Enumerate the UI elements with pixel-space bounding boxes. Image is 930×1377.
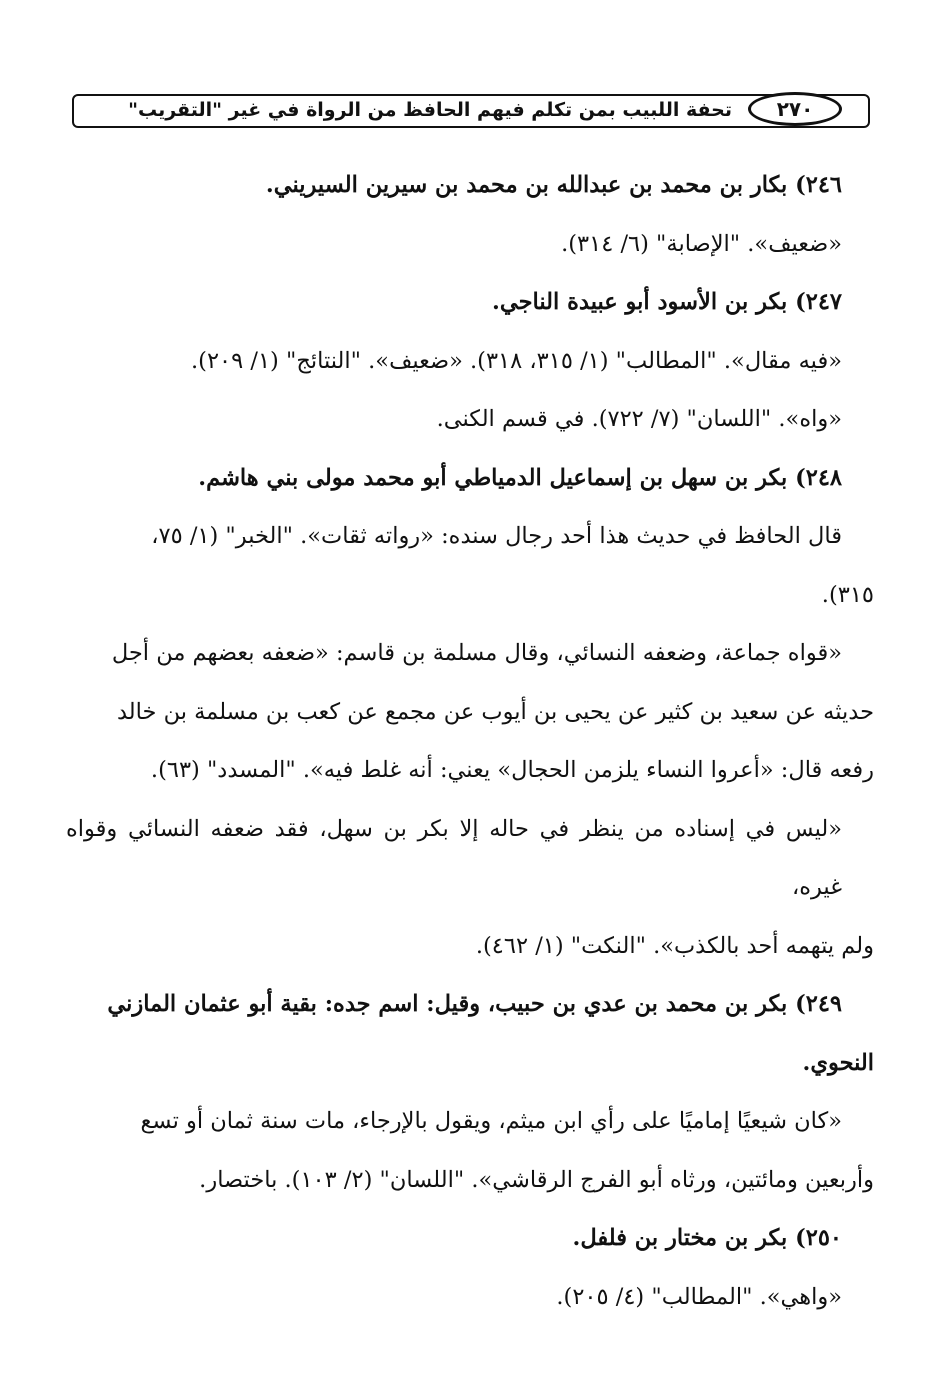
entry-247-title: ٢٤٧) بكر بن الأسود أبو عبيدة الناجي. [492, 289, 842, 315]
entry-248-text-line-1: قال الحافظ في حديث هذا أحد رجال سنده: «رواته ثقات». "الخبر" (١/ ٧٥، [151, 523, 842, 549]
entry-248-quote-line-3: رفعه قال: «أعروا النساء يلزمن الحجال» يعني: أنه غلط فيه». "المسدد" (٦٣). [150, 757, 874, 783]
entry-246-grading: «ضعيف». "الإصابة" (٦/ ٣١٤). [561, 230, 842, 257]
book-title: تحفة اللبيب بمن تكلم فيهم الحافظ من الرواة في غير "التقريب" [128, 99, 732, 121]
entry-246-title: ٢٤٦) بكار بن محمد بن عبدالله بن محمد بن سيرين السيريني. [265, 172, 842, 198]
entry-250-grading: «واهي». "المطالب" (٤/ ٢٠٥). [556, 1283, 842, 1310]
entry-248-quote-line-1: «قواه جماعة، وضعفه النسائي، وقال مسلمة بن قاسم: «ضعفه بعضهم من أجل [111, 640, 842, 666]
entry-247-grading-2: «واه». "اللسان" (٧/ ٧٢٢). في قسم الكنى. [436, 406, 842, 432]
entry-249-title-line-1: ٢٤٩) بكر بن محمد بن عدي بن حبيب، وقيل: اسم جده: بقية أبو عثمان المازني [107, 991, 842, 1017]
entry-249-title-line-2: النحوي. [802, 1049, 874, 1076]
entry-249-quote-line-2: وأربعين ومائتين، ورثاه أبو الفرج الرقاشي». "اللسان" (٢/ ١٠٣). باختصار. [199, 1166, 874, 1193]
running-header [72, 94, 870, 128]
entry-248-quote-line-4: «ليس في إسناده من ينظر في حاله إلا بكر بن سهل، فقد ضعفه النسائي وقواه غيره، [66, 815, 842, 900]
entry-248-text-line-2: ٣١٥). [821, 581, 874, 608]
entry-249-quote-line-1: «كان شيعيًا إماميًا على رأي ابن ميثم، ويقول بالإرجاء، مات سنة ثمان أو تسع [140, 1108, 842, 1134]
page-number: ٢٧٠ [748, 92, 842, 126]
entry-248-title: ٢٤٨) بكر بن سهل بن إسماعيل الدمياطي أبو محمد مولى بني هاشم. [198, 464, 842, 491]
entry-248-quote-line-2: حديثه عن سعيد بن كثير عن يحيى بن أيوب عن مجمع عن كعب بن مسلمة بن خالد [117, 698, 874, 725]
entry-250-title: ٢٥٠) بكر بن مختار بن فلفل. [572, 1225, 842, 1251]
entry-247-grading-1: «فيه مقال». "المطالب" (١/ ٣١٥، ٣١٨). «ضعيف». "النتائج" (١/ ٢٠٩). [191, 347, 842, 374]
page-content [66, 156, 874, 1326]
entry-248-quote-line-5: ولم يتهمه أحد بالكذب». "النكت" (١/ ٤٦٢). [475, 932, 874, 959]
